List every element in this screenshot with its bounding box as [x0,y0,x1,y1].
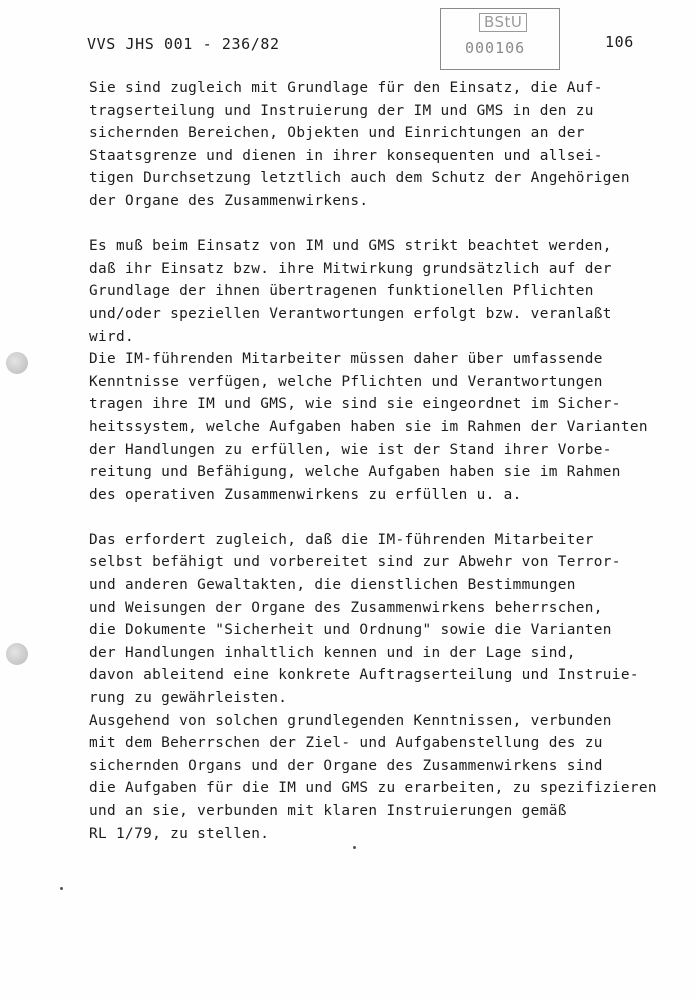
text-line: und an sie, verbunden mit klaren Instruierungen gemäß [89,803,567,819]
text-line: der Handlungen zu erfüllen, wie ist der Stand ihrer Vorbe- [89,441,612,458]
stamp-number: 000106 [465,39,526,57]
text-line: sichernden Bereichen, Objekten und Einrichtungen an der [89,125,585,142]
text-line: Es muß beim Einsatz von IM und GMS strikt beachtet werden, [89,238,612,255]
paragraph-2 [89,235,689,506]
text-line: RL 1/79, zu stellen. [89,825,270,842]
text-line: Grundlage der ihnen übertragenen funktionellen Pflichten [89,283,594,300]
text-line: heitssystem, welche Aufgaben haben sie im Rahmen der Varianten [89,418,648,435]
stamp-label: BStU [479,13,527,32]
text-line: Ausgehend von solchen grundlegenden Kenntnissen, verbunden [89,712,612,729]
text-line: selbst befähigt und vorbereitet sind zur Abwehr von Terror- [89,554,621,571]
text-line: daß ihr Einsatz bzw. ihre Mitwirkung grundsätzlich auf der [89,260,612,277]
paragraph-1 [89,77,689,213]
text-line: rung zu gewährleisten. [89,690,288,707]
paragraph-gap [89,506,689,529]
text-line: tigen Durchsetzung letztlich auch dem Schutz der Angehörigen [89,170,630,187]
text-line: Die IM-führenden Mitarbeiter müssen daher über umfassende [89,351,603,368]
punch-hole-icon [6,643,28,665]
punch-hole-icon [6,352,28,374]
page-number: 106 [605,33,634,51]
archive-stamp [440,8,560,70]
text-line: die Dokumente "Sicherheit und Ordnung" sowie die Varianten [89,622,612,639]
body-text [89,77,689,845]
text-line: Staatsgrenze und dienen in ihrer konsequenten und allsei- [89,147,603,164]
text-line: Sie sind zugleich mit Grundlage für den Einsatz, die Auf- [89,80,603,96]
text-line: reitung und Befähigung, welche Aufgaben haben sie im Rahmen [89,464,621,481]
paragraph-gap [89,213,689,236]
document-reference: VVS JHS 001 - 236/82 [87,35,280,53]
text-line: tragserteilung und Instruierung der IM und GMS in den zu [89,102,594,119]
paragraph-3 [89,529,689,845]
text-line: Das erfordert zugleich, daß die IM-führenden Mitarbeiter [89,531,594,548]
ink-speck [353,846,356,849]
text-line: die Aufgaben für die IM und GMS zu erarbeiten, zu spezifizieren [89,780,657,797]
text-line: tragen ihre IM und GMS, wie sind sie eingeordnet im Sicher- [89,396,621,413]
text-line: und anderen Gewaltakten, die dienstlichen Bestimmungen [89,577,576,594]
text-line: sichernden Organs und der Organe des Zusammenwirkens sind [89,757,603,774]
text-line: der Organe des Zusammenwirkens. [89,192,369,209]
text-line: und Weisungen der Organe des Zusammenwirkens beherrschen, [89,599,603,616]
text-line: mit dem Beherrschen der Ziel- und Aufgabenstellung des zu [89,735,603,752]
text-line: des operativen Zusammenwirkens zu erfüllen u. a. [89,486,522,503]
text-line: Kenntnisse verfügen, welche Pflichten und Verantwortungen [89,373,603,390]
ink-speck [60,887,63,890]
text-line: davon ableitend eine konkrete Auftragserteilung und Instruie- [89,667,639,684]
text-line: wird. [89,328,135,345]
text-line: und/oder speziellen Verantwortungen erfolgt bzw. veranlaßt [89,305,612,322]
text-line: der Handlungen inhaltlich kennen und in der Lage sind, [89,644,576,661]
